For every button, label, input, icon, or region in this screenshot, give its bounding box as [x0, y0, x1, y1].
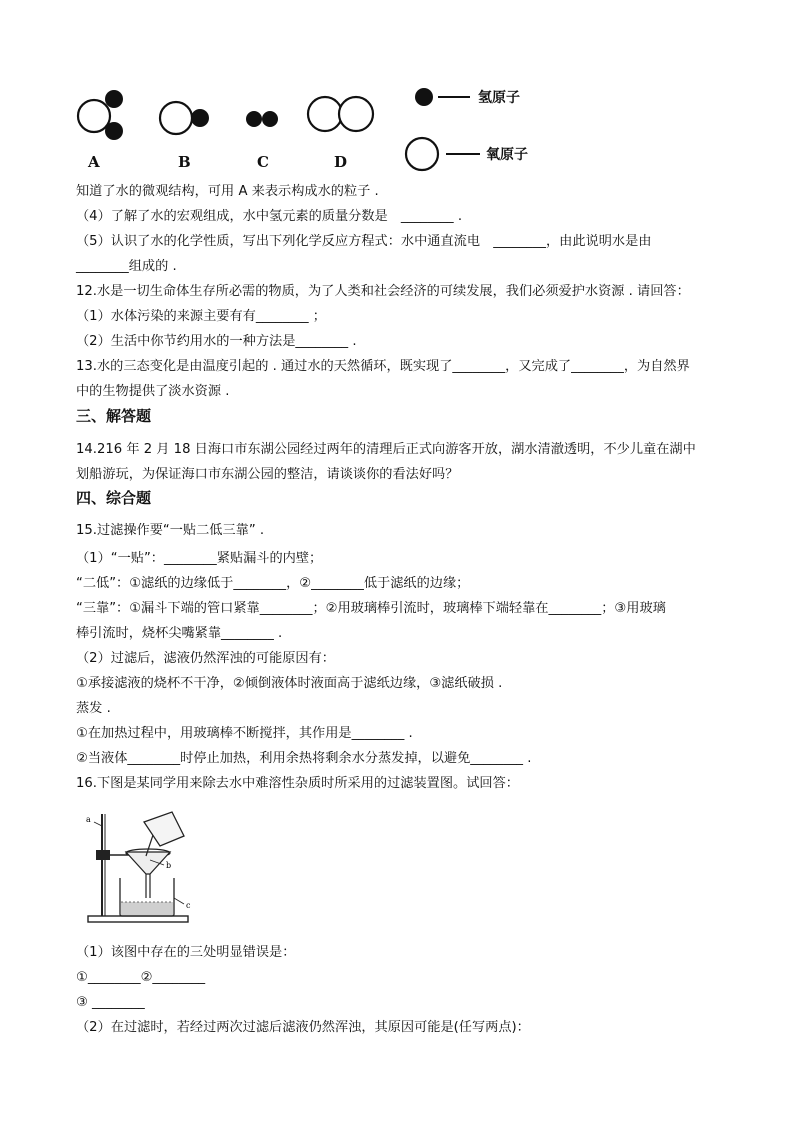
text-line: “二低”：①滤纸的边缘低于________，②________低于滤纸的边缘； — [76, 576, 470, 591]
section-heading-4: 四、综合题 — [76, 489, 152, 507]
text-line: ③ ________ — [76, 995, 145, 1010]
text-line: 棒引流时，烧杯尖嘴紧靠________ . — [76, 626, 283, 641]
oxygen-atom-icon — [404, 136, 484, 176]
text-line: 划船游玩，为保证海口市东湖公园的整洁，请谈谈你的看法好吗？ — [76, 467, 459, 482]
apparatus-label-b: b — [166, 861, 172, 870]
text-line: ________组成的 . — [76, 259, 177, 274]
legend-oxygen: 氧原子 — [486, 147, 528, 163]
molecule-b-icon — [156, 100, 216, 140]
question-13: 13.水的三态变化是由温度引起的 . 通过水的天然循环，既实现了________，又完成了________，为自然界 — [76, 359, 690, 374]
question-14: 14.216 年 2 月 18 日海口市东湖公园经过两年的清理后正式向游客开放，湖水清澈透明，不少儿童在湖中 — [76, 442, 696, 457]
molecule-d-icon — [306, 95, 376, 135]
text-line: “三靠”：①漏斗下端的管口紧靠________；②用玻璃棒引流时，玻璃棒下端轻靠在________；③用玻璃 — [76, 601, 666, 616]
filtration-apparatus-diagram — [80, 808, 210, 928]
legend-hydrogen: 氢原子 — [478, 90, 520, 106]
text-line: （1）“一贴”：________紧贴漏斗的内壁； — [76, 551, 323, 566]
text-line: ①在加热过程中，用玻璃棒不断搅拌，其作用是________ . — [76, 726, 413, 741]
question-15: 15.过滤操作要“一贴二低三靠” . — [76, 523, 265, 538]
text-line: （2）过滤后，滤液仍然浑浊的可能原因有： — [76, 651, 335, 666]
apparatus-label-c: c — [186, 901, 191, 910]
molecule-label-b: B — [178, 153, 191, 171]
text-line: （4）了解了水的宏观组成，水中氢元素的质量分数是 ________ . — [76, 209, 463, 224]
text-line: 蒸发 . — [76, 701, 111, 716]
text-line: ①________②________ — [76, 970, 206, 985]
text-line: （2）生活中你节约用水的一种方法是________ . — [76, 334, 357, 349]
molecule-label-c: C — [257, 153, 269, 171]
text-line: 中的生物提供了淡水资源 . — [76, 384, 230, 399]
text-line: ①承接滤液的烧杯不干净，②倾倒液体时液面高于滤纸边缘，③滤纸破损 . — [76, 676, 503, 691]
question-12: 12.水是一切生命体生存所必需的物质，为了人类和社会经济的可续发展，我们必须爱护水资源 . 请回答： — [76, 284, 690, 299]
molecule-label-a: A — [88, 153, 100, 171]
text-line: （2）在过滤时，若经过两次过滤后滤液仍然浑浊，其原因可能是(任写两点)： — [76, 1020, 530, 1035]
molecule-label-d: D — [334, 153, 348, 171]
text-line: （5）认识了水的化学性质，写出下列化学反应方程式：水中通直流电 ________，由此说明水是由 — [76, 234, 652, 249]
text-line: （1）该图中存在的三处明显错误是： — [76, 945, 296, 960]
molecule-a-icon — [74, 88, 134, 148]
hydrogen-atom-icon — [414, 88, 474, 108]
question-16: 16.下图是某同学用来除去水中难溶性杂质时所采用的过滤装置图。试回答： — [76, 776, 519, 791]
molecule-c-icon — [244, 108, 284, 138]
apparatus-label-a: a — [86, 815, 91, 824]
text-line: ②当液体________时停止加热，利用余热将剩余水分蒸发掉，以避免________ . — [76, 751, 532, 766]
text-line: 知道了水的微观结构，可用 A 来表示构成水的粒子 . — [76, 184, 379, 199]
section-heading-3: 三、解答题 — [76, 407, 152, 425]
text-line: （1）水体污染的来源主要有有________ ； — [76, 309, 326, 324]
